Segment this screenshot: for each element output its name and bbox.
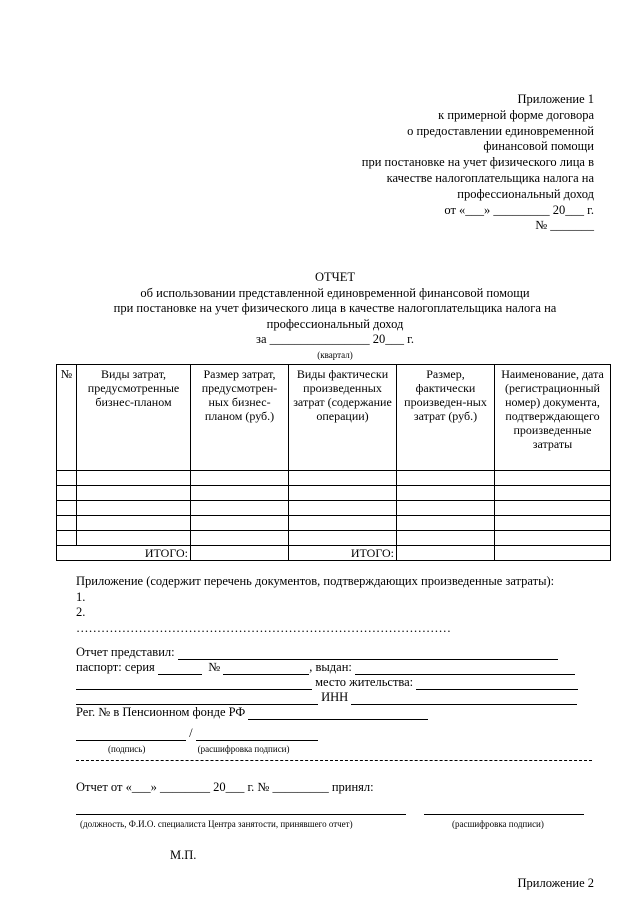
table-cell[interactable] bbox=[495, 501, 611, 516]
total-label-2: ИТОГО: bbox=[289, 546, 397, 561]
pension-field[interactable] bbox=[248, 707, 428, 720]
appendix-line: о предоставлении единовременной bbox=[407, 123, 594, 138]
footer-appendix: Приложение 2 bbox=[517, 876, 594, 890]
table-cell[interactable] bbox=[77, 471, 191, 486]
appendix-line: Приложение 1 bbox=[517, 92, 594, 106]
residence-field[interactable] bbox=[416, 677, 578, 690]
table-cell[interactable] bbox=[77, 501, 191, 516]
table-cell[interactable] bbox=[191, 531, 289, 546]
residence-label: место жительства: bbox=[315, 675, 414, 689]
table-cell[interactable] bbox=[397, 501, 495, 516]
signature-block bbox=[76, 726, 318, 754]
signature-slash: / bbox=[189, 726, 193, 740]
table-cell[interactable] bbox=[191, 501, 289, 516]
attachment-block bbox=[76, 574, 554, 636]
table-cell[interactable] bbox=[495, 486, 611, 501]
appendix-line: № _______ bbox=[535, 218, 594, 233]
col-header-cost-amount: Размер затрат, предусмотрен-ных бизнес-планом (руб.) bbox=[191, 365, 289, 471]
attachment-item-1: 1. bbox=[76, 589, 86, 604]
accepted-decode-caption: (расшифровка подписи) bbox=[452, 819, 544, 829]
table-cell[interactable] bbox=[289, 471, 397, 486]
table-cell[interactable] bbox=[57, 501, 77, 516]
table-cell[interactable] bbox=[289, 486, 397, 501]
attachment-item-2: 2. bbox=[76, 605, 86, 619]
table-row bbox=[57, 471, 611, 486]
appendix-line: к примерной форме договора bbox=[438, 107, 594, 122]
table-cell[interactable] bbox=[57, 531, 77, 546]
table-row bbox=[57, 486, 611, 501]
table-cell[interactable] bbox=[397, 486, 495, 501]
issued-label: , выдан: bbox=[309, 660, 352, 674]
report-title: ОТЧЕТ bbox=[314, 270, 356, 284]
table-cell[interactable] bbox=[57, 471, 77, 486]
signature-caption: (подпись) bbox=[108, 744, 146, 754]
signature-decode-field[interactable] bbox=[196, 728, 318, 741]
col-header-actual-types: Виды фактически произведенных затрат (содержание операции) bbox=[289, 365, 397, 471]
issued-field[interactable] bbox=[355, 662, 575, 675]
table-row bbox=[57, 531, 611, 546]
table-cell[interactable] bbox=[77, 516, 191, 531]
signature-field[interactable] bbox=[76, 728, 186, 741]
period-caption: (квартал) bbox=[317, 349, 353, 360]
table-cell[interactable] bbox=[77, 531, 191, 546]
table-header-row bbox=[57, 365, 611, 471]
pension-row bbox=[76, 705, 586, 720]
table-row bbox=[57, 516, 611, 531]
passport-series-label: паспорт: серия bbox=[76, 660, 155, 674]
appendix-header bbox=[362, 92, 594, 234]
report-title-block bbox=[60, 270, 610, 361]
table-cell[interactable] bbox=[397, 531, 495, 546]
pension-label: Рег. № в Пенсионном фонде РФ bbox=[76, 705, 246, 719]
specialist-field[interactable] bbox=[76, 814, 406, 815]
accepted-line: Отчет от «___» ________ 20___ г. № _________ принял: bbox=[76, 780, 374, 794]
residence-prefix-field[interactable] bbox=[76, 677, 312, 690]
table-cell[interactable] bbox=[495, 516, 611, 531]
table-cell bbox=[495, 546, 611, 561]
table-cell[interactable] bbox=[397, 471, 495, 486]
appendix-line: качестве налогоплательщика налога на bbox=[386, 170, 594, 185]
col-header-actual-amount: Размер, фактически произведен-ных затрат (руб.) bbox=[397, 365, 495, 471]
total-actual-amount[interactable] bbox=[397, 546, 495, 561]
table-row bbox=[57, 501, 611, 516]
attachment-heading: Приложение (содержит перечень документов, подтверждающих произведенные затраты): bbox=[76, 574, 555, 588]
accepted-decode-field[interactable] bbox=[424, 814, 584, 815]
inn-prefix-field[interactable] bbox=[76, 692, 318, 705]
submitter-fields bbox=[76, 645, 586, 720]
submitted-by-row bbox=[76, 645, 586, 660]
table-cell[interactable] bbox=[289, 516, 397, 531]
col-header-cost-types: Виды затрат, предусмотренные бизнес-планом bbox=[77, 365, 191, 471]
signature-row bbox=[76, 726, 318, 741]
appendix-line: от «___» _________ 20___ г. bbox=[444, 202, 594, 217]
attachment-dots: ……………………………………………………………………………… bbox=[76, 620, 451, 635]
table-cell[interactable] bbox=[191, 516, 289, 531]
report-subtitle: профессиональный доход bbox=[266, 316, 404, 331]
table-cell[interactable] bbox=[191, 486, 289, 501]
total-cost-amount[interactable] bbox=[191, 546, 289, 561]
table-cell[interactable] bbox=[495, 531, 611, 546]
appendix-line: при постановке на учет физического лица в bbox=[361, 155, 594, 170]
table-cell[interactable] bbox=[57, 516, 77, 531]
submitted-by-field[interactable] bbox=[178, 647, 558, 660]
table-total-row bbox=[57, 546, 611, 561]
report-subtitle: при постановке на учет физического лица в качестве налогоплательщика налога на bbox=[113, 301, 557, 315]
costs-table bbox=[56, 364, 611, 561]
table-cell[interactable] bbox=[77, 486, 191, 501]
table-cell[interactable] bbox=[289, 501, 397, 516]
signature-captions bbox=[76, 744, 318, 754]
passport-row bbox=[76, 660, 586, 675]
decode-caption: (расшифровка подписи) bbox=[197, 744, 290, 754]
submitted-by-label: Отчет представил: bbox=[76, 645, 175, 659]
col-header-document: Наименование, дата (регистрационный номер) документа, подтверждающего произведенные затраты bbox=[495, 365, 611, 471]
passport-number-label: № bbox=[208, 660, 221, 674]
table-cell[interactable] bbox=[191, 471, 289, 486]
inn-field[interactable] bbox=[351, 692, 577, 705]
specialist-caption: (должность, Ф.И.О. специалиста Центра занятости, принявшего отчет) bbox=[80, 819, 353, 829]
passport-series-field[interactable] bbox=[158, 662, 202, 675]
passport-number-field[interactable] bbox=[223, 662, 309, 675]
total-label-1: ИТОГО: bbox=[57, 546, 191, 561]
appendix-line: профессиональный доход bbox=[457, 186, 594, 201]
table-cell[interactable] bbox=[397, 516, 495, 531]
report-subtitle: об использовании представленной единовременной финансовой помощи bbox=[140, 285, 530, 300]
dashed-divider bbox=[76, 760, 592, 761]
inn-label: ИНН bbox=[321, 690, 349, 704]
inn-row bbox=[76, 690, 586, 705]
report-period: за ________________ 20___ г. bbox=[256, 332, 414, 346]
col-header-num: № bbox=[57, 365, 77, 471]
residence-row bbox=[76, 675, 586, 690]
table-cell[interactable] bbox=[495, 471, 611, 486]
stamp-place: М.П. bbox=[170, 848, 197, 862]
appendix-line: финансовой помощи bbox=[483, 139, 594, 154]
table-cell[interactable] bbox=[289, 531, 397, 546]
table-cell[interactable] bbox=[57, 486, 77, 501]
